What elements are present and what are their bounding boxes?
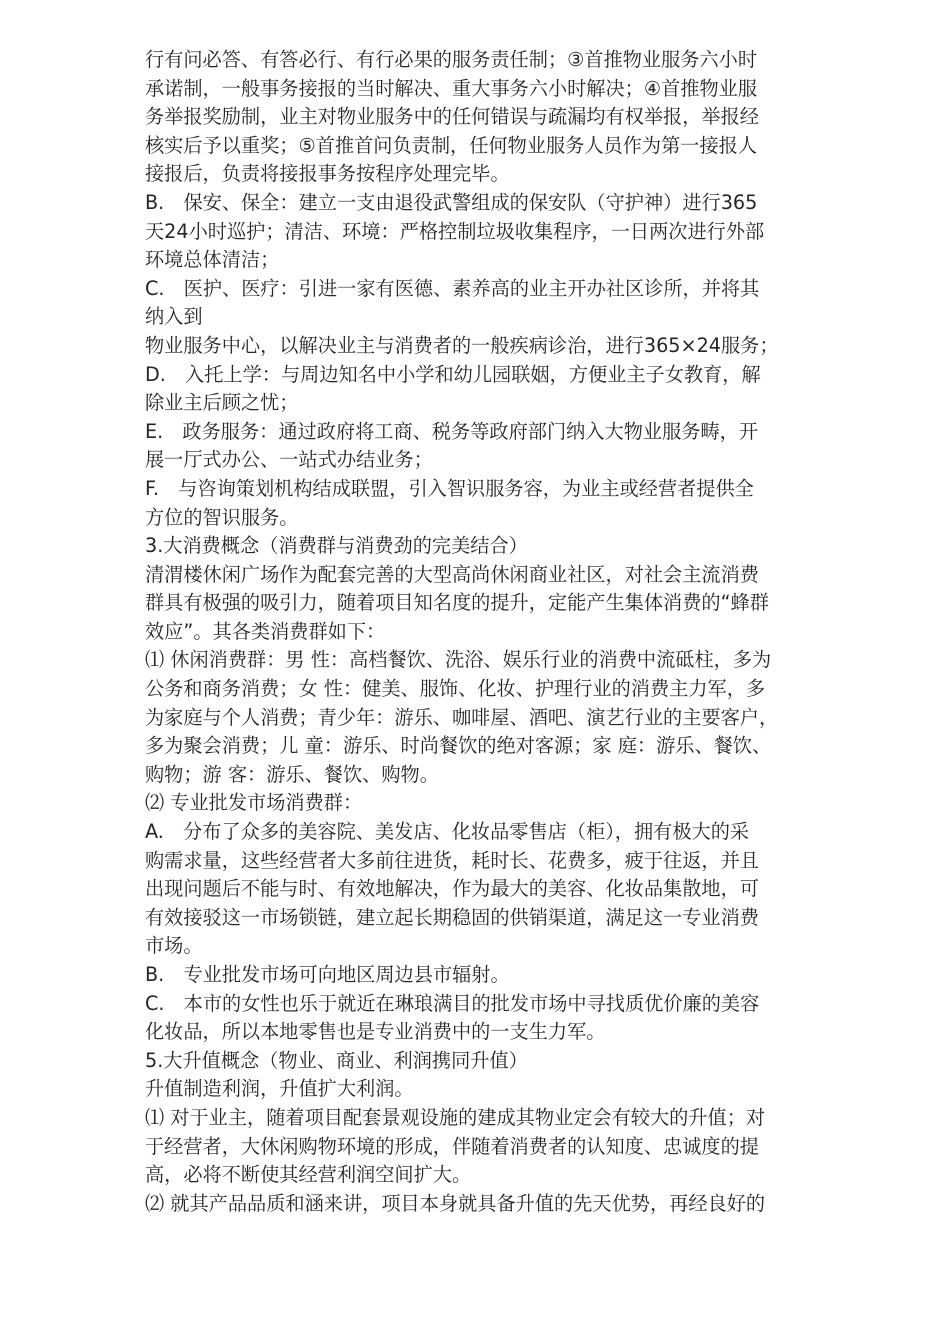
section-heading: 5.大升值概念（物业、商业、利润携同升值） <box>145 1048 528 1072</box>
text-line: 公务和商务消费；女 性：健美、服饰、化妆、护理行业的消费主力军，多 <box>145 677 766 701</box>
text-line: 环境总体清洁； <box>145 248 280 272</box>
text-line: 展一厅式办公、一站式办结业务； <box>145 448 433 472</box>
text-line: 出现问题后不能与时、有效地解决，作为最大的美容、化妆品集散地，可 <box>145 877 759 901</box>
text-line: 有效接驳这一市场锁链，建立起长期稳固的供销渠道，满足这一专业消费 <box>145 905 759 929</box>
text-line: ⑵ 专业批发市场消费群： <box>145 791 363 815</box>
text-line: 除业主后顾之忧； <box>145 391 299 415</box>
text-line: 物业服务中心，以解决业主与消费者的一般疾病诊治，进行365×24服务； <box>145 333 779 357</box>
text-line: E. 政务服务：通过政府将工商、税务等政府部门纳入大物业服务畴，开 <box>145 419 759 443</box>
text-line: C. 医护、医疗：引进一家有医德、素养高的业主开办社区诊所，并将其 <box>145 276 760 300</box>
text-line: 天24小时巡护；清洁、环境：严格控制垃圾收集程序，一日两次进行外部 <box>145 219 765 243</box>
text-line: C. 本市的女性也乐于就近在琳琅满目的批发市场中寻找质优价廉的美容 <box>145 991 760 1015</box>
text-line: 行有问必答、有答必行、有行必果的服务责任制；③首推物业服务六小时 <box>145 48 758 71</box>
text-line: 市场。 <box>145 934 203 958</box>
text-line: 多为聚会消费；儿 童：游乐、时尚餐饮的绝对客源；家 庭：游乐、餐饮、 <box>145 734 772 758</box>
text-line: F. 与咨询策划机构结成联盟，引入智识服务容，为业主或经营者提供全 <box>145 476 754 500</box>
text-line: 高，必将不断使其经营利润空间扩大。 <box>145 1163 472 1187</box>
text-line: A. 分布了众多的美容院、美发店、化妆品零售店（柜），拥有极大的采 <box>145 820 750 844</box>
text-line: B. 专业批发市场可向地区周边县市辐射。 <box>145 963 510 986</box>
document-body <box>145 46 880 1218</box>
text-line: 购物；游 客：游乐、餐饮、购物。 <box>145 762 439 786</box>
text-line: 核实后予以重奖；⑤首推首问负责制，任何物业服务人员作为第一接报人 <box>145 133 758 157</box>
text-line: ⑵ 就其产品品质和涵来讲，项目本身就具备升值的先天优势，再经良好的 <box>145 1191 766 1215</box>
section-heading: 3.大消费概念（消费群与消费劲的完美结合） <box>145 534 528 558</box>
text-line: 群具有极强的吸引力，随着项目知名度的提升，定能产生集体消费的“蜂群 <box>145 591 769 615</box>
text-line: ⑴ 对于业主，随着项目配套景观设施的建成其物业定会有较大的升值；对 <box>145 1105 766 1129</box>
text-line: 效应”。其各类消费群如下： <box>145 619 386 643</box>
text-line: B. 保安、保全：建立一支由退役武警组成的保安队（守护神）进行365 <box>145 190 758 214</box>
text-line: 为家庭与个人消费；青少年：游乐、咖啡屋、酒吧、演艺行业的主要客户， <box>145 705 779 729</box>
text-line: 化妆品，所以本地零售也是专业消费中的一支生力军。 <box>145 1020 606 1044</box>
text-line: 升值制造利润，升值扩大利润。 <box>145 1077 414 1101</box>
text-line: D. 入托上学：与周边知名中小学和幼儿园联姻，方便业主子女教育，解 <box>145 362 761 386</box>
text-line: ⑴ 休闲消费群：男 性：高档餐饮、洗浴、娱乐行业的消费中流砥柱，多为 <box>145 648 772 672</box>
text-line: 纳入到 <box>145 305 203 329</box>
text-line: 承诺制，一般事务接报的当时解决、重大事务六小时解决；④首推物业服 <box>145 76 758 100</box>
text-line: 购需求量，这些经营者大多前往进货，耗时长、花费多，疲于往返，并且 <box>145 848 759 872</box>
text-line: 于经营者，大休闲购物环境的形成，伴随着消费者的认知度、忠诚度的提 <box>145 1134 759 1158</box>
text-line: 接报后，负责将接报事务按程序处理完毕。 <box>145 162 510 186</box>
text-line: 务举报奖励制，业主对物业服务中的任何错误与疏漏均有权举报，举报经 <box>145 105 759 129</box>
text-line: 方位的智识服务。 <box>145 505 299 529</box>
text-line: 清渭楼休闲广场作为配套完善的大型高尚休闲商业社区，对社会主流消费 <box>145 562 759 586</box>
